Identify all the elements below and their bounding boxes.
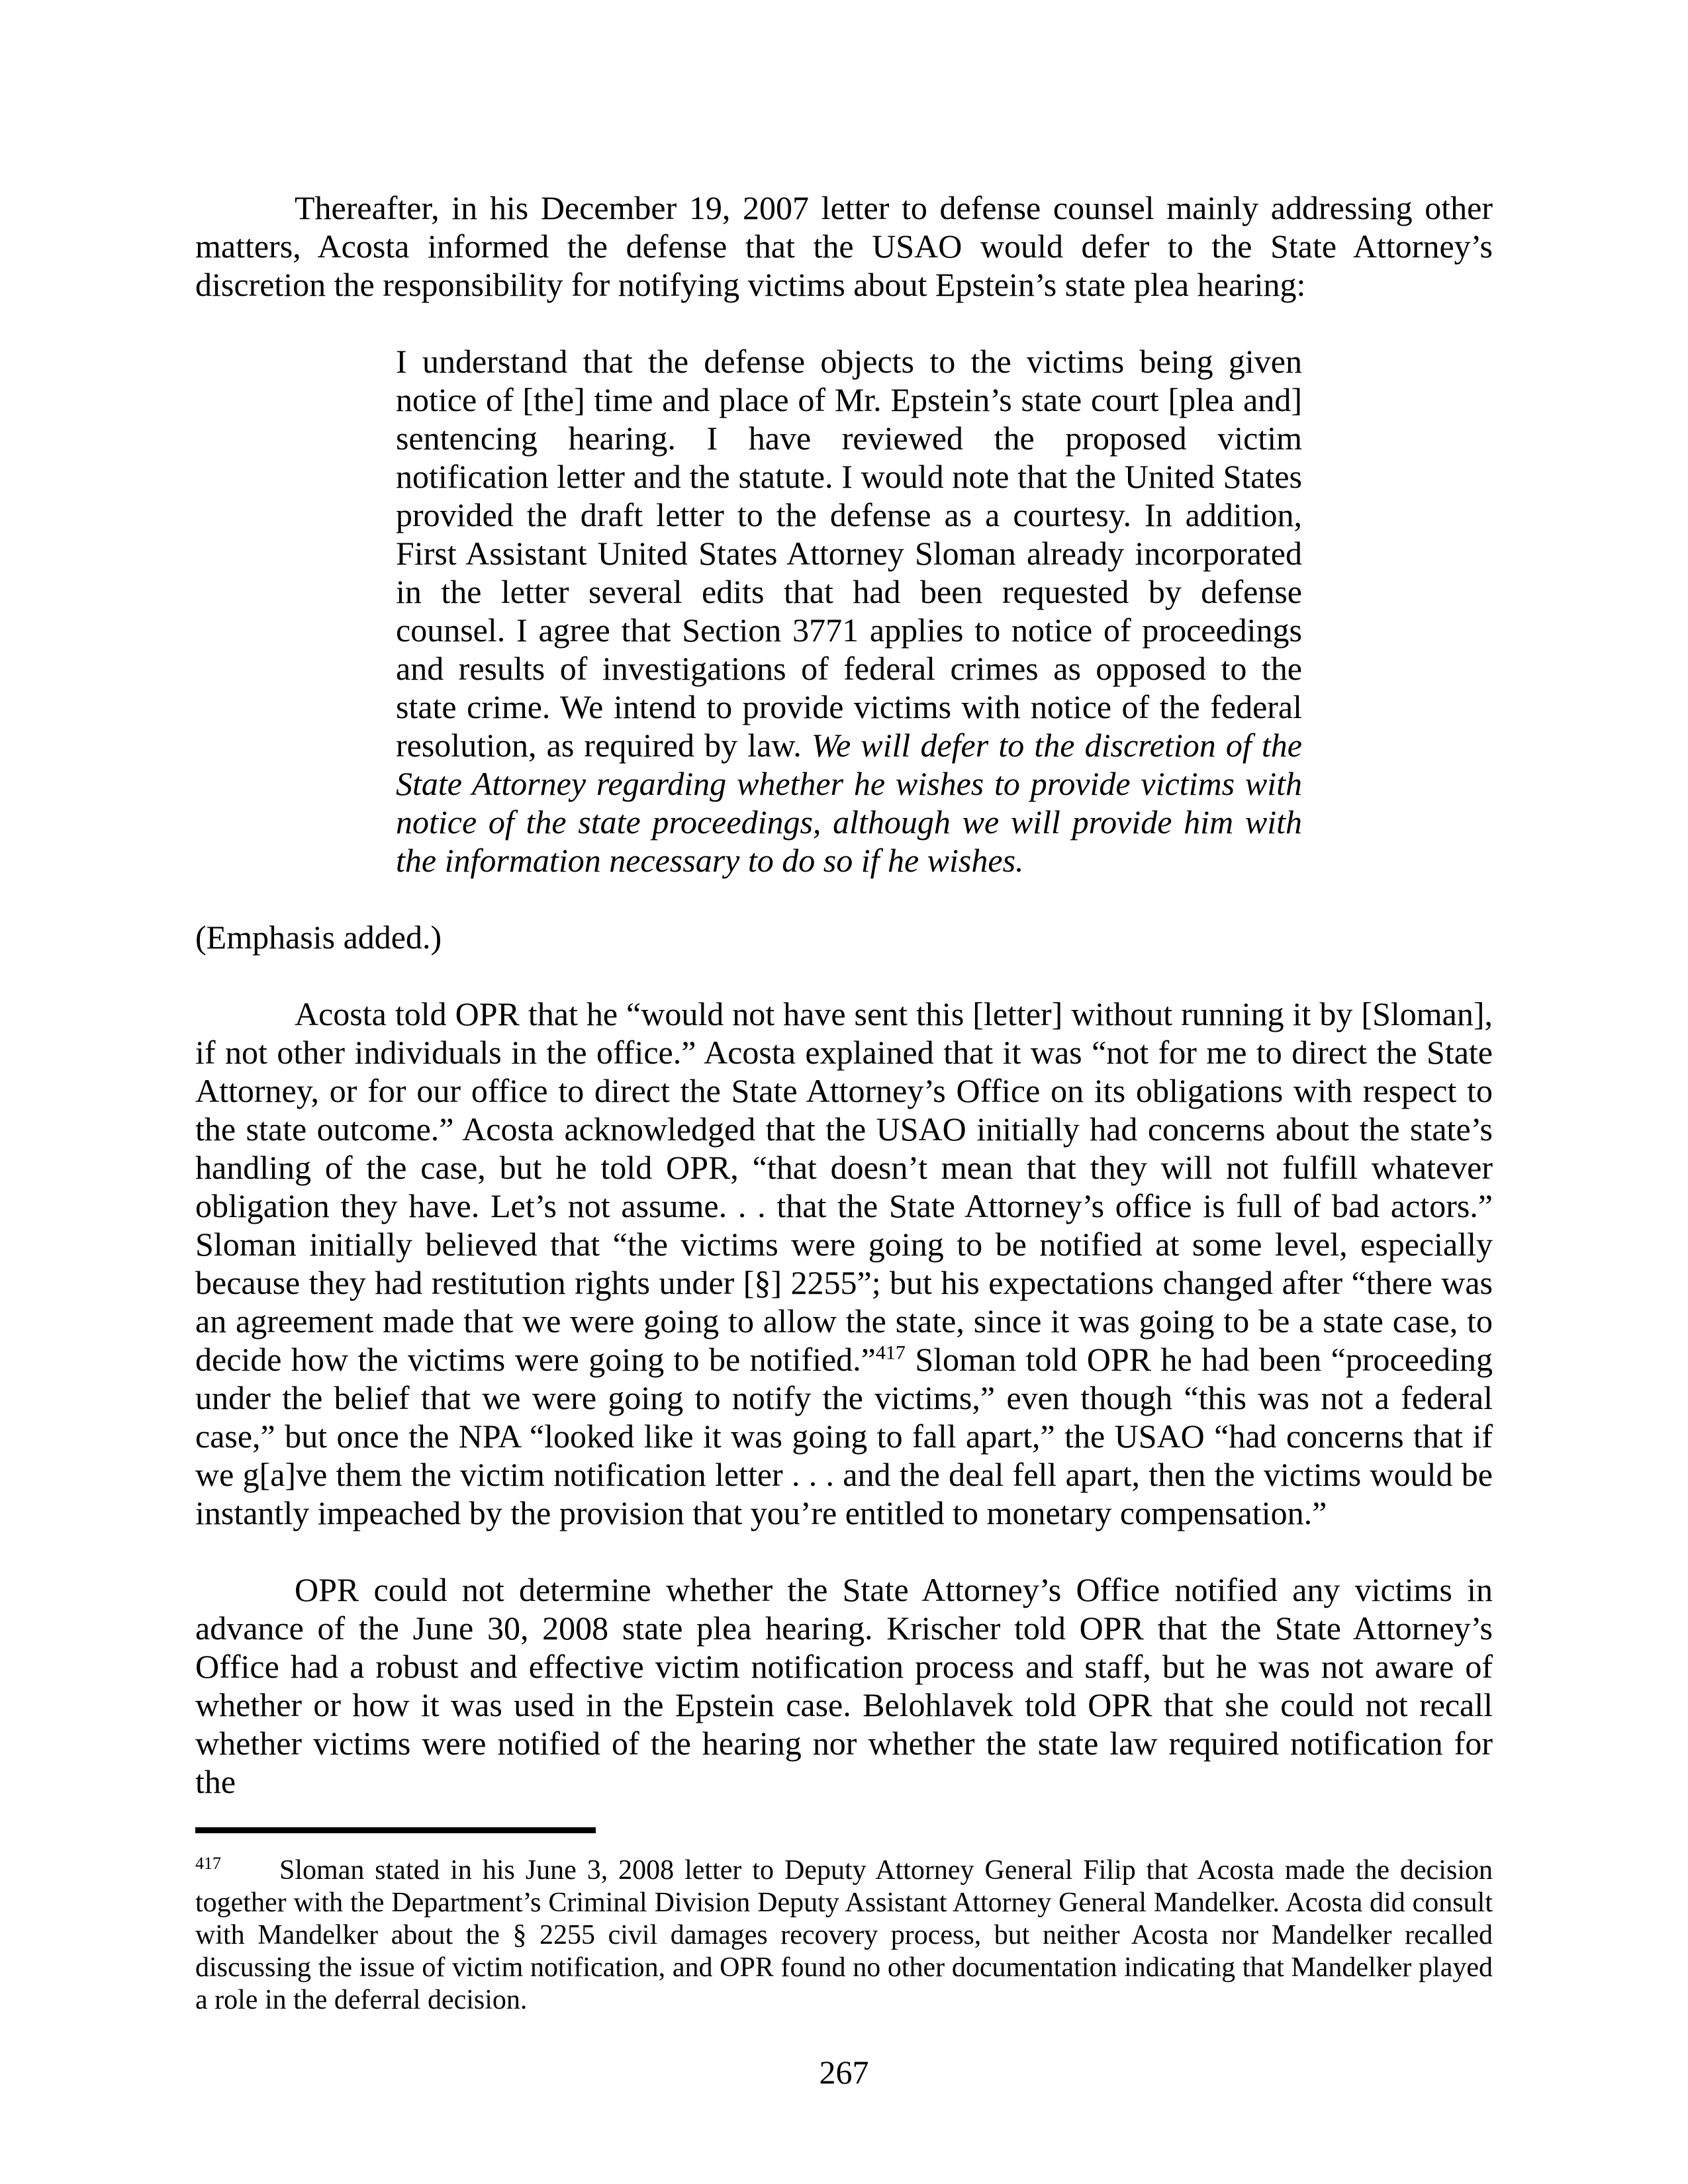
footnote-divider-rule: [195, 1827, 596, 1833]
paragraph-acosta-text-before-ref: Acosta told OPR that he “would not have sent this [letter] without running it by [Sloman], if not other individuals in the office.” Acosta explained that it was “not for me to direct the State Attorney, or for our office to direct the State Attorney’s Office on its obligations with respect to the state outcome.” Acosta acknowledged that the USAO initially had concerns about the state’s handling of the case, but he told OPR, “that doesn’t mean that they will not fulfill whatever obligation they have. Let’s not assume. . . that the State Attorney’s office is full of bad actors.” Sloman initially believed that “the victims were going to be notified at some level, especially because they had restitution rights under [§] 2255”; but his expectations changed after “there was an agreement made that we were going to allow the state, since it was going to be a state case, to decide how the victims were going to be notified.”: [195, 995, 1493, 1378]
paragraph-intro: Thereafter, in his December 19, 2007 letter to defense counsel mainly addressing other matters, Acosta informed the defense that the USAO would defer to the State Attorney’s discretion the responsibility for notifying victims about Epstein’s state plea hearing:: [195, 189, 1493, 303]
blockquote-italic-text: We will defer to the discretion of the State Attorney regarding whether he wishes to provide victims with notice of the state proceedings, although we will provide him with the information necessary to do so if he wishes.: [396, 727, 1302, 879]
paragraph-acosta-text-after-ref: Sloman told OPR he had been “proceeding under the belief that we were going to notify the victims,” even though “this was not a federal case,” but once the NPA “looked like it was going to fall apart,” the USAO “had concerns that if we g[a]ve them the victim notification letter . . . and the deal fell apart, then the victims would be instantly impeached by the provision that you’re entitled to monetary compensation.”: [195, 1341, 1493, 1531]
blockquote-letter-excerpt: [396, 342, 1302, 880]
paragraph-acosta-opr: [195, 995, 1493, 1532]
footnote-417: [195, 1854, 1493, 2017]
emphasis-added-note: (Emphasis added.): [195, 919, 442, 956]
footnote-417-text: Sloman stated in his June 3, 2008 letter to Deputy Attorney General Filip that Acosta made the decision together with the Department’s Criminal Division Deputy Assistant Attorney General Mandelker. Acosta did consult with Mandelker about the § 2255 civil damages recovery process, but neither Acosta nor Mandelker recalled discussing the issue of victim notification, and OPR found no other documentation indicating that Mandelker played a role in the deferral decision.: [195, 1855, 1493, 2015]
blockquote-roman-text: I understand that the defense objects to the victims being given notice of [the] time and place of Mr. Epstein’s state court [plea and] sentencing hearing. I have reviewed the proposed victim notification letter and the statute. I would note that the United States provided the draft letter to the defense as a courtesy. In addition, First Assistant United States Attorney Sloman already incorporated in the letter several edits that had been requested by defense counsel. I agree that Section 3771 applies to notice of proceedings and results of investigations of federal crimes as opposed to the state crime. We intend to provide victims with notice of the federal resolution, as required by law.: [396, 343, 1302, 764]
footnote-417-number: 417: [195, 1854, 221, 1873]
paragraph-opr-determination: OPR could not determine whether the State Attorney’s Office notified any victims in advance of the June 30, 2008 state plea hearing. Krischer told OPR that the State Attorney’s Office had a robust and effective victim notification process and staff, but he was not aware of whether or how it was used in the Epstein case. Belohlavek told OPR that she could not recall whether victims were notified of the hearing nor whether the state law required notification for the: [195, 1571, 1493, 1800]
page-number: 267: [819, 2054, 869, 2091]
footnote-reference-417: 417: [875, 1342, 906, 1364]
